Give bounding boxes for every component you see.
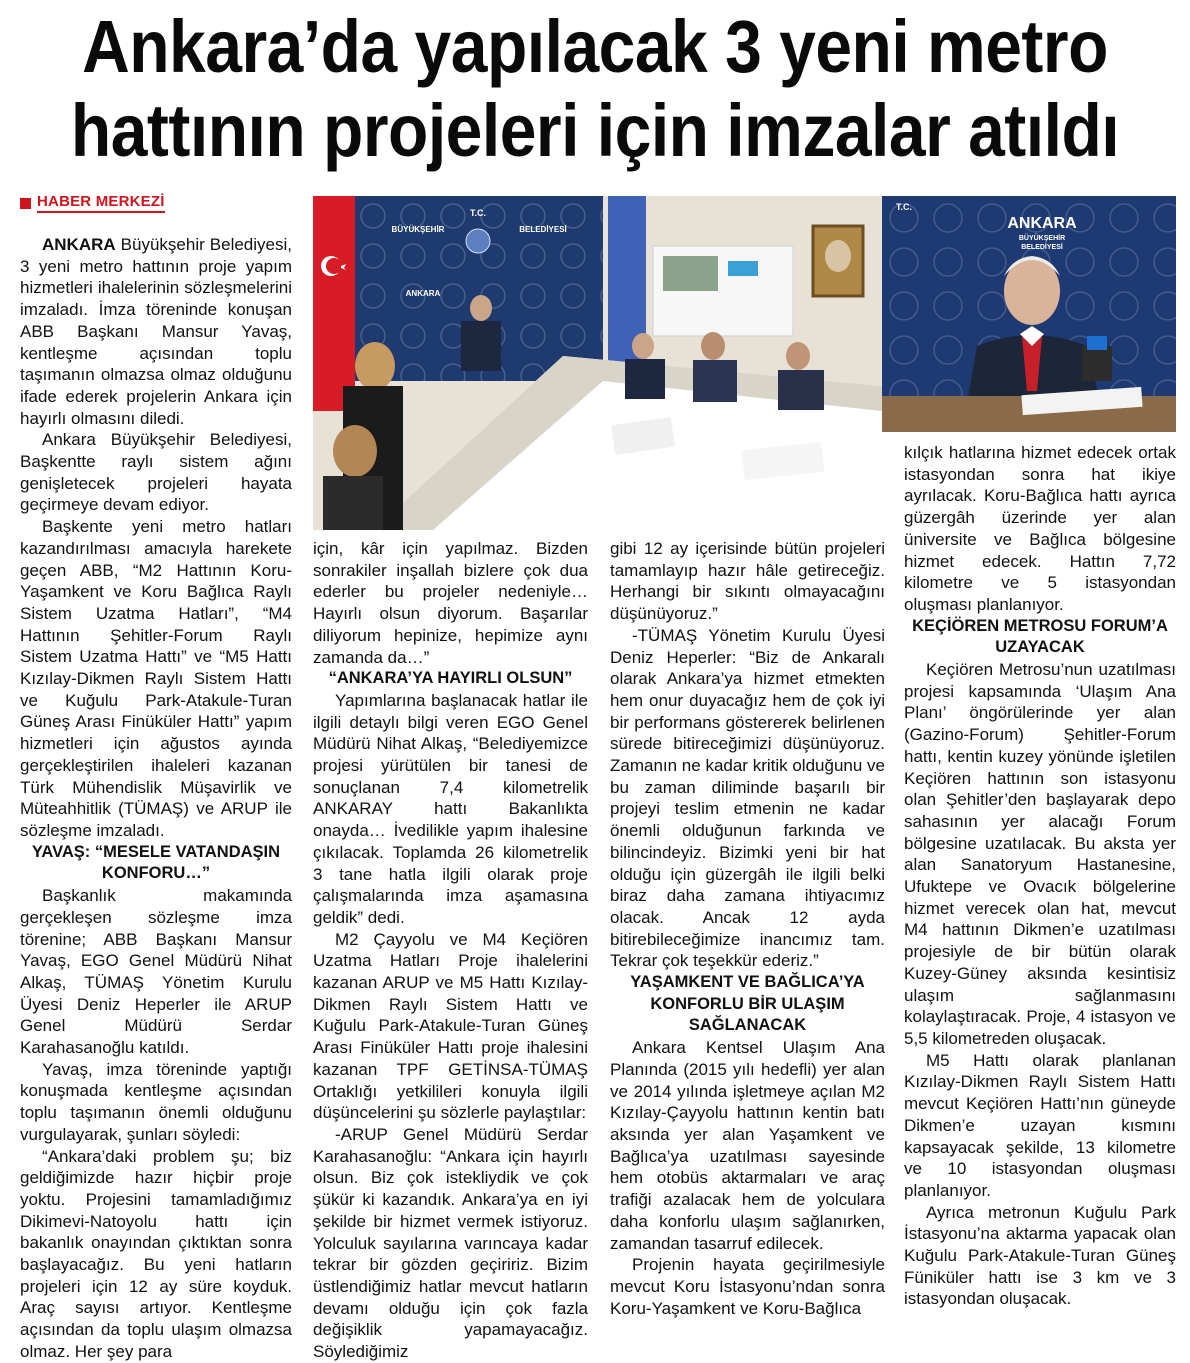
article-column-3	[610, 538, 885, 1319]
main-sign-tc: T.C.	[469, 208, 487, 218]
col1-paragraph-5: Yavaş, imza töreninde yaptığı konuşmada kentleşme açısından toplu taşımanın önemli olduğunu vurgulayarak, şunları söyledi:	[20, 1059, 292, 1144]
article-column-2	[313, 538, 588, 1363]
col4-subheading: KEÇİÖREN METROSU FORUM’A UZAYACAK	[912, 616, 1168, 657]
col2-subheading: “ANKARA’YA HAYIRLI OLSUN”	[328, 669, 573, 688]
col1-subheading: YAVAŞ: “MESELE VATANDAŞIN KONFORU…”	[31, 842, 281, 883]
col1-paragraph-4: Başkanlık makamında gerçekleşen sözleşme imza törenine; ABB Başkanı Mansur Yavaş, EGO Genel Müdürü Nihat Alkaş, TÜMAŞ Yönetim Kurulu Üyesi Deniz Heperler ile ARUP Genel Müdürü Serdar Karahasanoğlu katıldı.	[20, 886, 292, 1058]
headline-line-2: hattının projeleri için imzalar atıldı	[70, 88, 1120, 172]
side-sign-tc: T.C.	[896, 202, 913, 212]
side-sign-ankara: ANKARA	[1007, 215, 1077, 232]
col1-paragraph-1	[20, 234, 292, 429]
side-sign-buyuksehir: BÜYÜKŞEHİR	[1018, 235, 1066, 242]
article-column-4	[904, 442, 1176, 1310]
byline-marker-icon	[20, 198, 31, 209]
col4-paragraph-3: M5 Hattı olarak planlanan Kızılay-Dikmen Raylı Sistem Hattı mevcut Keçiören Hattı’nın güneyde Dikmen’e uzayan kısmını kapsayacak şekilde, 13 kilometre ve 10 istasyondan oluşması planlanıyor.	[904, 1050, 1176, 1200]
col2-paragraph-2: Yapımlarına başlanacak hatlar ile ilgili detaylı bilgi veren EGO Genel Müdürü Nihat Alkaş, “Belediyemizce projesi yürütülen bir tanesi de sonuçlanan 7,4 kilometrelik ANKARAY hattı Bakanlıkta onayda… İvedilikle yapım ihalesine çıkılacak. Toplamda 26 kilometrelik 3 tane hatla ilgili olarak proje çalışmalarında imza aşamasına geldik” dedi.	[313, 690, 588, 927]
col1-paragraph-2: Ankara Büyükşehir Belediyesi, Başkentte raylı sistem ağını genişletecek projeleri hayata geçirmeye devam ediyor.	[20, 430, 292, 515]
meeting-photo	[313, 196, 882, 530]
col3-paragraph-1: gibi 12 ay içerisinde bütün projeleri tamamlayıp hazır hâle getireceğiz. Herhangi bir sıkıntı olmayacağını düşünüyoruz.”	[610, 539, 885, 624]
dateline: ANKARA	[42, 235, 116, 254]
headline-line-1: Ankara’da yapılacak 3 yeni metro	[82, 4, 1108, 88]
side-sign-belediyesi: BELEDİYESİ	[1021, 244, 1063, 251]
main-sign-ankara: ANKARA	[405, 289, 441, 298]
col1-paragraph-1-text: Büyükşehir Belediyesi, 3 yeni metro hattının proje yapım hizmetleri ihalelerinin sözleşmelerini imzaladı. İmza töreninde konuşan ABB Başkanı Mansur Yavaş, kentleşme açısından toplu taşımanın olmazsa olmaz olduğunu ifade ederek projelerin Ankara için hayırlı olmasını diledi.	[20, 235, 292, 428]
col1-paragraph-6: “Ankara’daki problem şu; biz geldiğimizde hazır hiçbir proje yoktu. Projesini tamamladığımız Dikimevi-Natoyolu hattı için bakanlık onayından çıktıktan sonra başlayacağız. Bu yeni hatların projeleri için 12 ay süre koyduk. Araç sayısı artıyor. Kentleşme açısından da toplu ulaşım olmazsa olmaz. Her şey para	[20, 1146, 292, 1361]
col1-paragraph-3: Başkente yeni metro hatları kazandırılması amacıyla harekete geçen ABB, “M2 Hattının Koru- Yaşamkent ve Koru Bağlıca Raylı Sistem Uzatma Hatları”, “M4 Hattının Şehitler-Forum Raylı Sistem Uzatma Hattı” ve “M5 Hattı Kızılay-Dikmen Raylı Sistem Hattı ve Kuğulu Park-Atakule-Turan Güneş Arası Finüküler Hattı” yapım hizmetleri için ağustos ayında gerçekleştirilen ihaleleri kazanan Türk Mühendislik Müşavirlik ve Müteahhitlik (TÜMAŞ) ve ARUP ile sözleşme imzaladı.	[20, 517, 292, 840]
byline-text: HABER MERKEZİ	[37, 193, 165, 213]
headline	[0, 0, 1190, 180]
col2-paragraph-3: M2 Çayyolu ve M4 Keçiören Uzatma Hatları Proje ihalelerini kazanan ARUP ve M5 Hattı Kızılay-Dikmen Raylı Sistem Hattı ve Kuğulu Park-Atakule-Turan Güneş Arası Finüküler Hattı proje ihalesini kazanan TPF GETİNSA-TÜMAŞ Ortaklığı yetkilileri konuyla ilgili düşüncelerini şu sözlerle paylaştılar:	[313, 929, 588, 1123]
col4-paragraph-1: kılçık hatlarına hizmet edecek ortak istasyondan sonra hat ikiye ayrılacak. Koru-Bağlıca hattı ayrıca güzergâh üzerinde yer alan üniversite ve Bağlıca bölgesine hizmet edecek. Hattın 7,72 kilometre ve 5 istasyondan oluşması planlanıyor.	[904, 443, 1176, 614]
col3-paragraph-2: -TÜMAŞ Yönetim Kurulu Üyesi Deniz Heperler: “Biz de Ankaralı olarak Ankara’ya hizmet etmekten hem onur duyacağız hem de çok iyi bir performans göstererek belirlenen sürede bitireceğimizi düşünüyoruz. Zamanın ne kadar kritik olduğunu ve bu zaman diliminde başarılı bir projeyi teslim etmenin ne kadar önemli olduğunun farkında ve bilincindeyiz. Bizimki yeni bir hat olduğu için güzergâh ile ilgili belki biraz daha zamana ihtiyacımız olacak. Ancak 12 ayda bitirebileceğimize inancımız tam. Tekrar çok teşekkür ederiz.”	[610, 625, 885, 971]
article-column-1	[20, 234, 292, 1363]
col4-paragraph-4: Ayrıca metronun Kuğulu Park İstasyonu’na aktarma yapacak olan Kuğulu Park-Atakule-Turan Güneş Füniküler hattı ise 3 km ve 3 istasyondan oluşacak.	[904, 1202, 1176, 1309]
main-sign-belediyesi: BELEDİYESİ	[519, 225, 567, 234]
byline	[20, 193, 165, 213]
col4-paragraph-2: Keçiören Metrosu’nun uzatılması projesi kapsamında ‘Ulaşım Ana Planı’ öngörülerinde yer alan (Gazino-Forum) Şehitler-Forum hattı, kentin kuzey yönünde işletilen Keçiören hattının son istasyonu olan Şehitler’den başlayarak depo sahasının yer alacağı Forum bölgesine uzatılacak. Bu aksta yer alan Sanatoryum Hastanesine, Ufuktepe ve Ovacık bölgelerine hizmet verecek olan hat, mevcut M4 hattının Dikmen’e uzatılması projesiyle de bir bütün olarak Kuzey-Güney aksında kesintisiz ulaşım sağlanmasını kolaylaştıracak. Proje, 4 istasyon ve 5,5 kilometreden oluşacak.	[904, 660, 1176, 1048]
signing-photo	[882, 196, 1176, 432]
main-sign-buyuksehir: BÜYÜKŞEHİR	[391, 225, 445, 234]
col3-paragraph-3: Ankara Kentsel Ulaşım Ana Planında (2015 yılı hedefli) yer alan ve 2014 yılında işletmeye açılan M2 Kızılay-Çayyolu hattının kentin batı aksında yer alan Yaşamkent ve Bağlıca’ya uzatılması sayesinde hem otobüs aktarmaları ve araç trafiği azalacak hem de yolculara daha konforlu ulaşım sağlanırken, zamandan tasarruf edilecek.	[610, 1038, 885, 1253]
col3-paragraph-4: Projenin hayata geçirilmesiyle mevcut Koru İstasyonu’ndan sonra Koru-Yaşamkent ve Koru-Bağlıca	[610, 1255, 885, 1318]
col2-paragraph-1: için, kâr için yapılmaz. Bizden sonrakiler inşallah bizlere çok dua ederler bu projeler nedeniyle… Hayırlı olsun diyorum. Başarılar diliyorum hepinize, hepimize aynı zamanda da…”	[313, 539, 588, 667]
col2-paragraph-4: -ARUP Genel Müdürü Serdar Karahasanoğlu: “Ankara için hayırlı olsun. Biz çok istekliydik ve çok şükür ki kazandık. Ankara’ya en iyi şekilde bir hizmet vermek istiyoruz. Yolculuk sayılarına varıncaya kadar tekrar bir gözden geçiririz. Bizim üstlendiğimiz hatlar mevcut hatların devamı olduğu için çok fazla değişiklik yapamayacağız. Söylediğimiz	[313, 1124, 588, 1362]
col3-subheading: YAŞAMKENT VE BAĞLICA’YA KONFORLU BİR ULAŞIM SAĞLANACAK	[630, 973, 865, 1035]
